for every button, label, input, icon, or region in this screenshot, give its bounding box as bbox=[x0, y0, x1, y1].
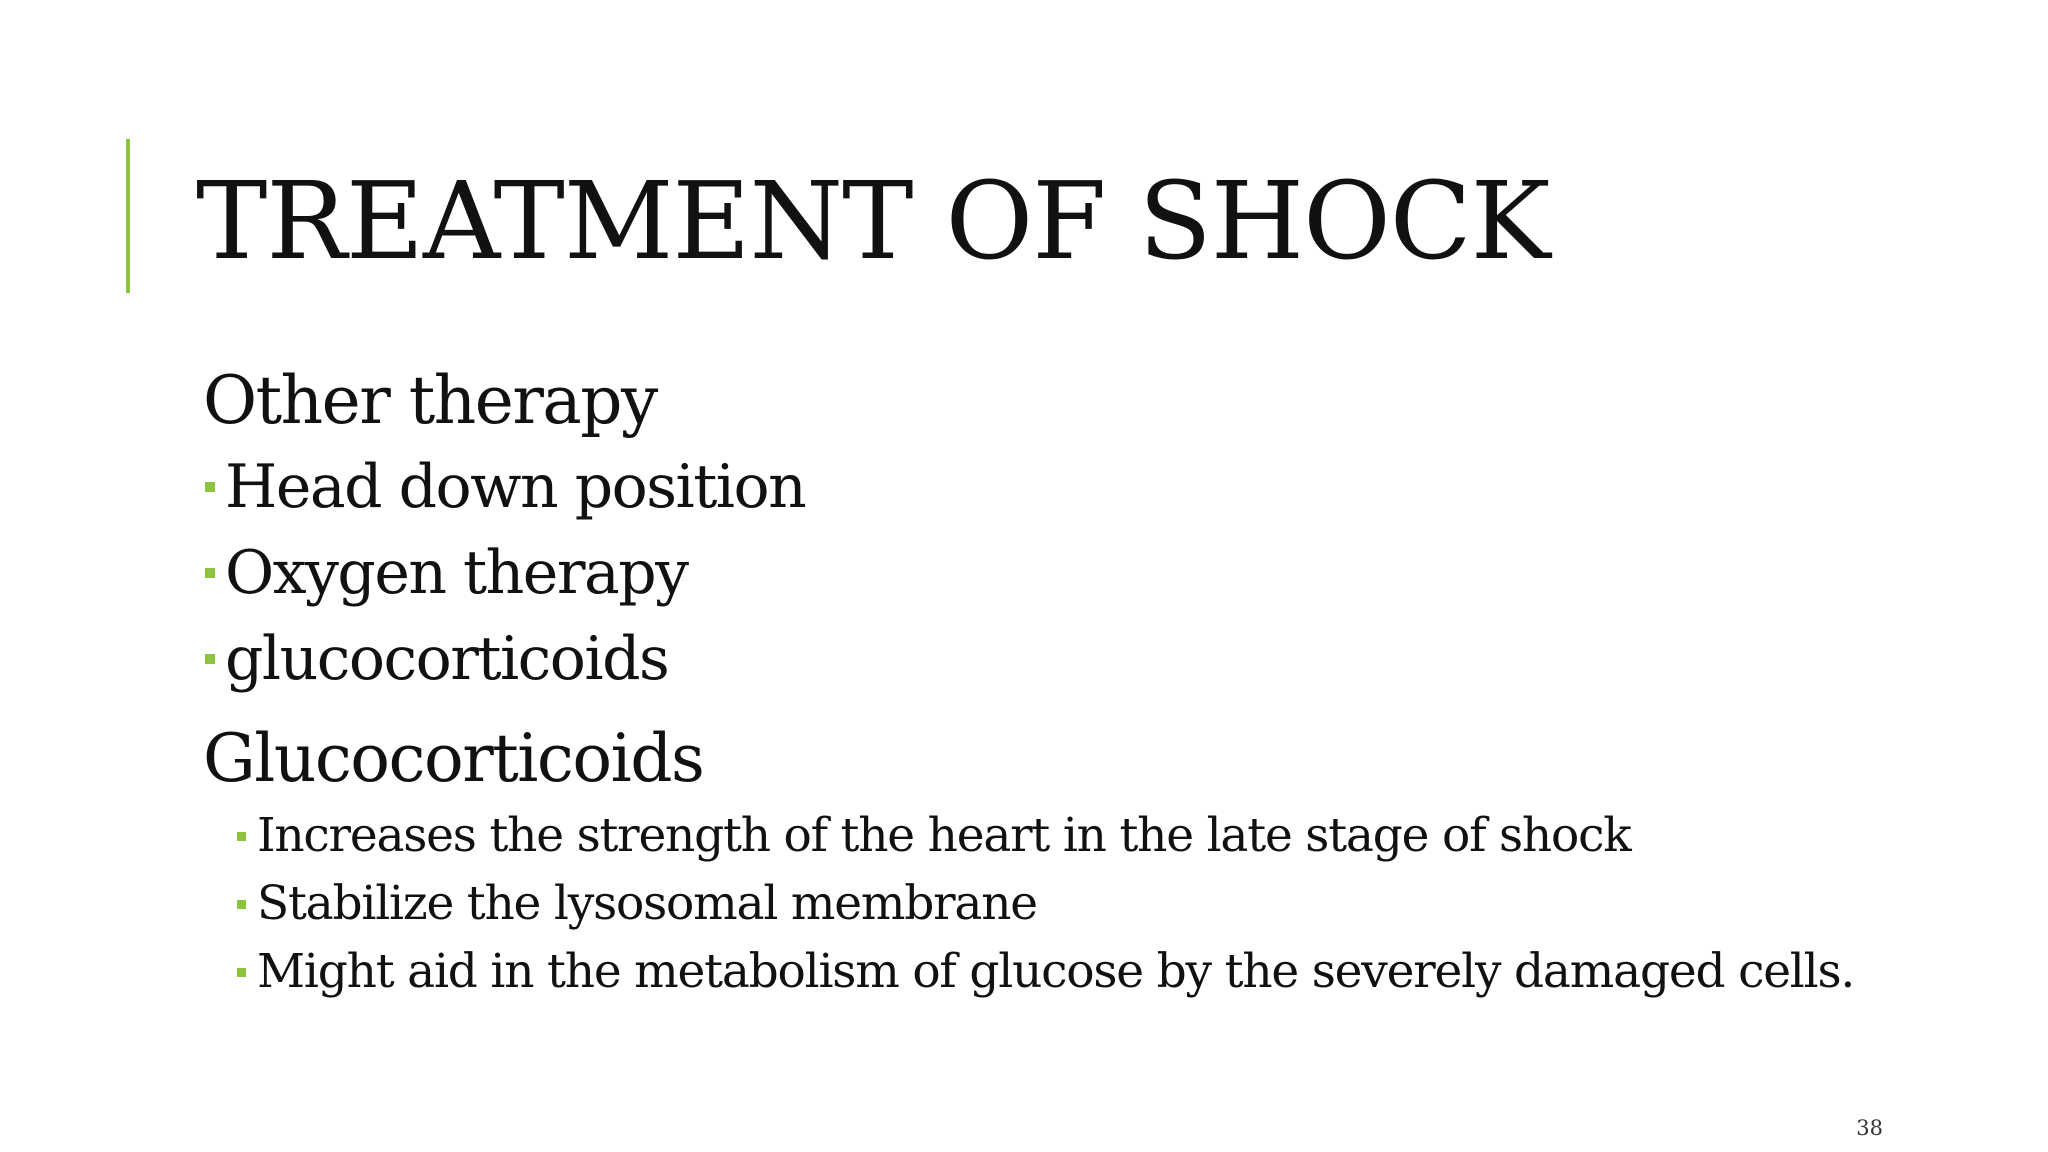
slide-content bbox=[203, 358, 1983, 1006]
page-number: 38 bbox=[1856, 1116, 1883, 1140]
list-item bbox=[203, 530, 1983, 616]
list-item-text: Oxygen therapy bbox=[225, 538, 688, 608]
list-item bbox=[203, 616, 1983, 702]
square-bullet-icon bbox=[205, 654, 215, 664]
section-heading-other-therapy: Other therapy bbox=[203, 362, 657, 439]
list-item bbox=[237, 802, 1983, 870]
square-bullet-icon bbox=[237, 968, 246, 977]
square-bullet-icon bbox=[205, 568, 215, 578]
other-therapy-list bbox=[203, 444, 1983, 702]
list-item-text: Might aid in the metabolism of glucose by the severely damaged cells. bbox=[257, 944, 1855, 999]
square-bullet-icon bbox=[237, 832, 246, 841]
list-item bbox=[237, 870, 1983, 938]
title-accent-bar bbox=[126, 139, 130, 293]
slide-title: TREATMENT OF SHOCK bbox=[196, 160, 1550, 284]
list-item-text: glucocorticoids bbox=[225, 624, 669, 694]
list-item-text: Stabilize the lysosomal membrane bbox=[257, 876, 1037, 931]
list-item bbox=[203, 444, 1983, 530]
glucocorticoids-list bbox=[203, 802, 1983, 1006]
list-item-text: Head down position bbox=[225, 452, 806, 522]
list-item-text: Increases the strength of the heart in the late stage of shock bbox=[257, 808, 1631, 863]
list-item bbox=[237, 938, 1983, 1006]
square-bullet-icon bbox=[237, 900, 246, 909]
square-bullet-icon bbox=[205, 482, 215, 492]
section-heading-glucocorticoids: Glucocorticoids bbox=[203, 720, 704, 797]
